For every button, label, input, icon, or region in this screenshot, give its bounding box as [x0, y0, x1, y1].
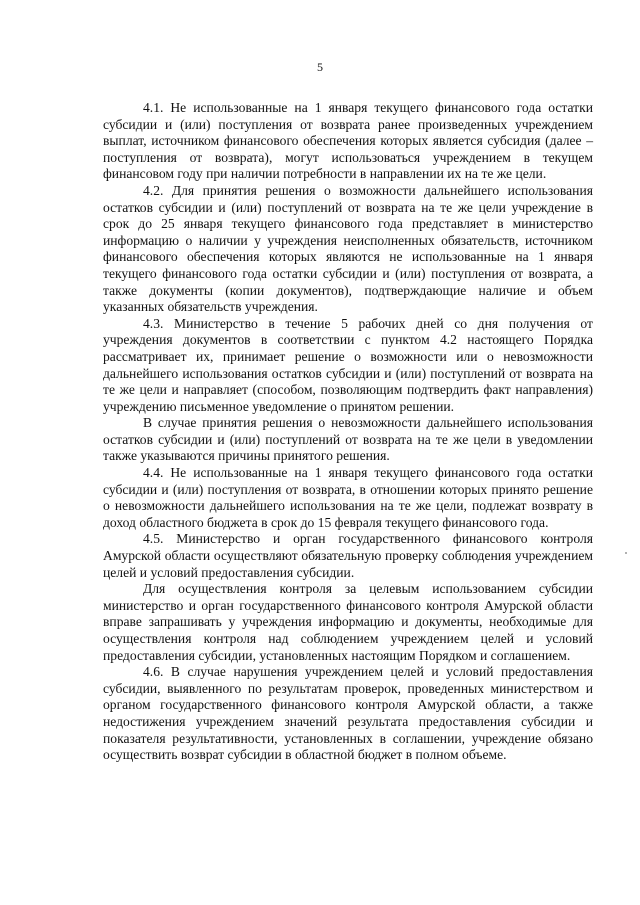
paragraph-4-6: 4.6. В случае нарушения учреждением целей и условий предоставления субсидии, выявленного по результатам проверок, проведенных министерством и органом государственного финансового контроля Амурской области, а также недостижения учреждением значений результата предоставления субсидии и показателя результативности, установленных в соглашении, учреждение обязано осуществить возврат субсидии в областной бюджет в полном объеме.	[103, 664, 593, 763]
paragraph-4-3-refusal: В случае принятия решения о невозможности дальнейшего использования остатков субсидии и (или) поступлений от возврата на те же цели в уведомлении также указываются причины принятого решения.	[103, 415, 593, 464]
scan-speck	[625, 552, 627, 554]
paragraph-4-4: 4.4. Не использованные на 1 января текущего финансового года остатки субсидии и (или) поступления от возврата, в отношении которых принято решение о невозможности дальнейшего использования на те же цели, подлежат возврату в доход областного бюджета в срок до 15 февраля текущего финансового года.	[103, 465, 593, 530]
document-body	[103, 100, 593, 764]
paragraph-4-2: 4.2. Для принятия решения о возможности дальнейшего использования остатков субсидии и (или) поступлений от возврата на те же цели учреждение в срок до 25 января текущего финансового года представляет в министерство информацию о наличии у учреждения неисполненных обязательств, источником финансового обеспечения которых являются не использованные на 1 января текущего финансового года остатки субсидии и (или) поступления от возврата, а также документы (копии документов), подтверждающие наличие и объем указанных обязательств учреждения.	[103, 182, 593, 315]
paragraph-4-1: 4.1. Не использованные на 1 января текущего финансового года остатки субсидии и (или) поступления от возврата ранее произведенных учреждением выплат, источником финансового обеспечения которых является субсидия (далее – поступления от возврата), могут использоваться учреждением в текущем финансовом году при наличии потребности в направлении их на те же цели.	[103, 100, 593, 182]
paragraph-4-5: 4.5. Министерство и орган государственного финансового контроля Амурской области осуществляют обязательную проверку соблюдения учреждением целей и условий предоставления субсидии.	[103, 531, 593, 580]
paragraph-4-3: 4.3. Министерство в течение 5 рабочих дней со дня получения от учреждения документов в соответствии с пунктом 4.2 настоящего Порядка рассматривает их, принимает решение о возможности или о невозможности дальнейшего использования остатков субсидии и (или) поступлений от возврата на те же цели и направляет (способом, позволяющим подтвердить факт направления) учреждению письменное уведомление о принятом решении.	[103, 315, 593, 414]
paragraph-4-5-control: Для осуществления контроля за целевым использованием субсидии министерство и орган государственного финансового контроля Амурской области вправе запрашивать у учреждения информацию и документы, необходимые для осуществления контроля над соблюдением учреждением целей и условий предоставления субсидии, установленных настоящим Порядком и соглашением.	[103, 581, 593, 663]
page-number: 5	[317, 60, 323, 74]
